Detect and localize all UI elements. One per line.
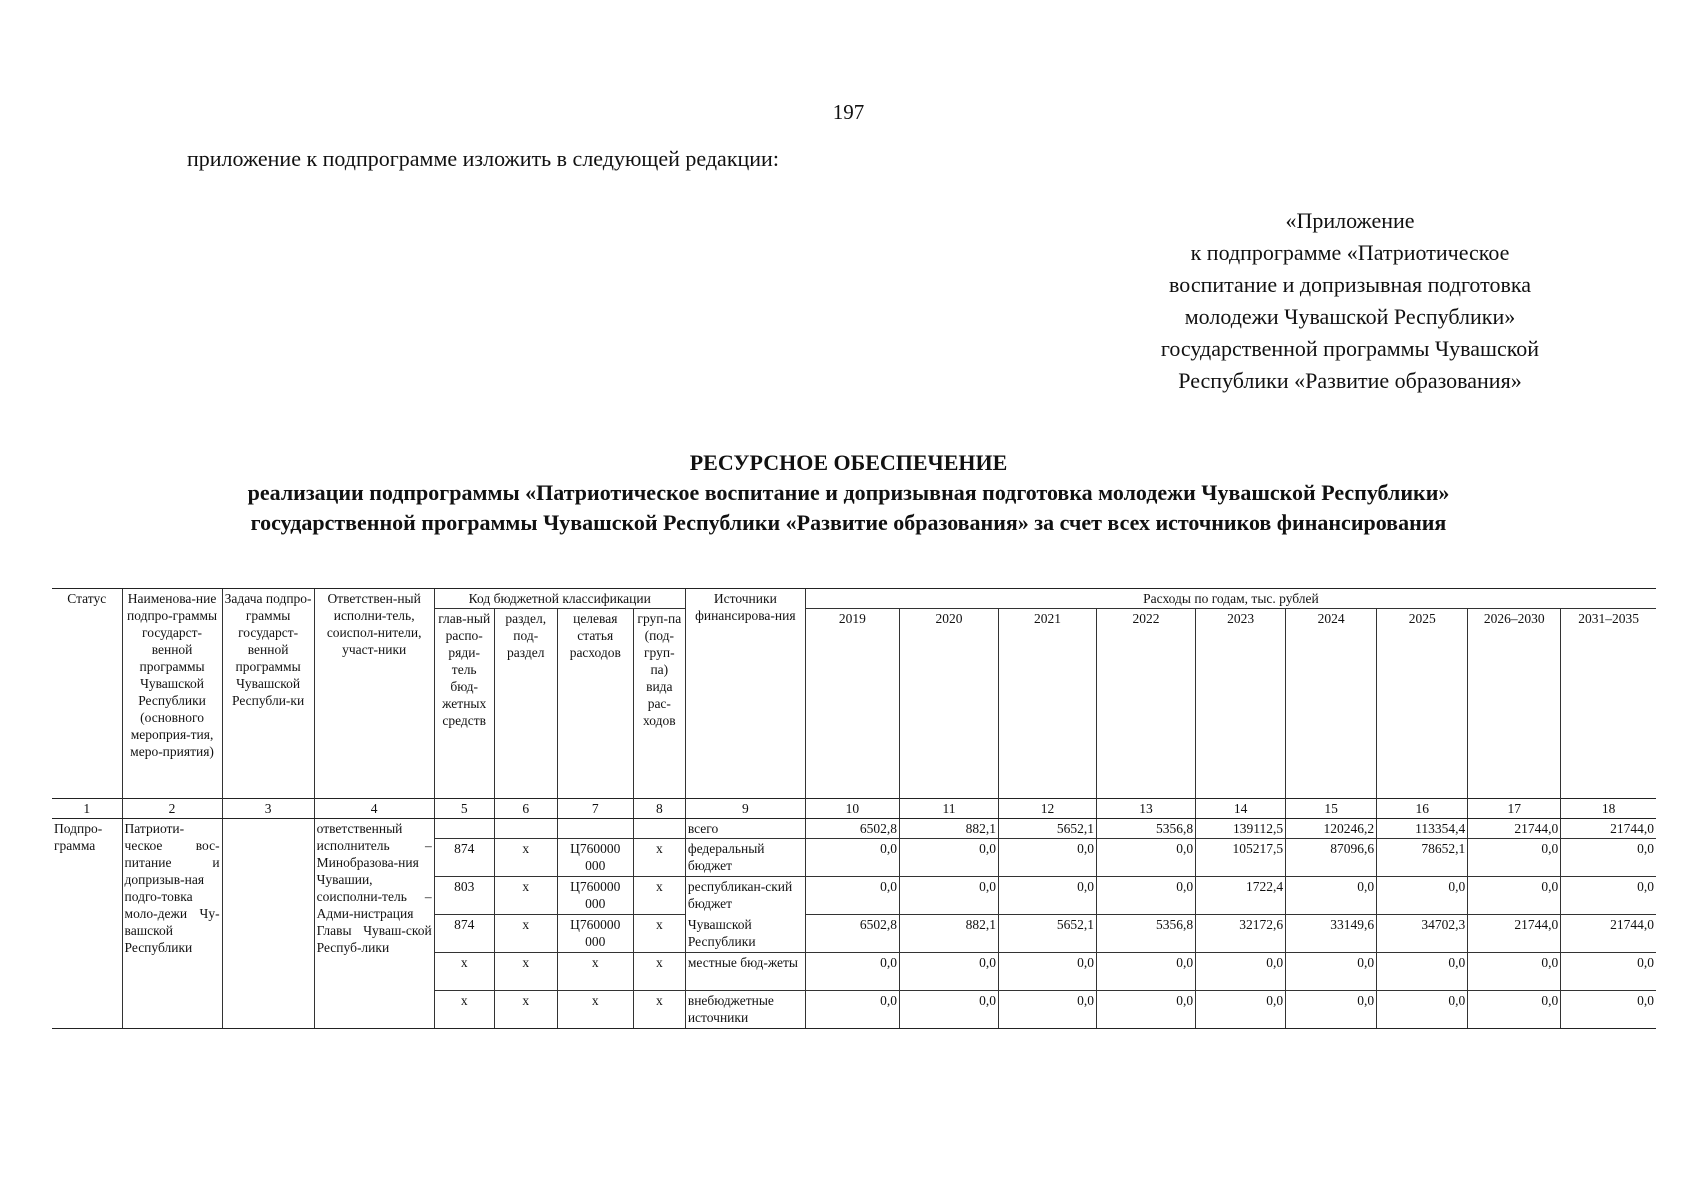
value-cell: 5356,8 <box>1097 819 1196 839</box>
value-cell: 0,0 <box>1097 839 1196 877</box>
appendix-line: Республики «Развитие образования» <box>1178 368 1522 393</box>
title-line: государственной программы Чувашской Республики «Развитие образования» за счет всех источников финансирования <box>250 510 1447 535</box>
source-cell: всего <box>685 819 805 839</box>
value-cell: 0,0 <box>1561 953 1656 991</box>
group-cell: x <box>633 991 685 1029</box>
value-cell: 0,0 <box>1468 991 1561 1029</box>
value-cell: 21744,0 <box>1468 819 1561 839</box>
value-cell: 0,0 <box>1286 877 1377 915</box>
column-number: 16 <box>1377 799 1468 819</box>
source-cell: федеральный бюджет <box>685 839 805 877</box>
header-expenses: Расходы по годам, тыс. рублей <box>805 589 1656 609</box>
value-cell: 139112,5 <box>1196 819 1286 839</box>
value-cell: 0,0 <box>998 839 1096 877</box>
title-main: РЕСУРСНОЕ ОБЕСПЕЧЕНИЕ <box>689 450 1008 475</box>
group-cell <box>633 819 685 839</box>
target-item-cell: Ц760000 000 <box>557 839 633 877</box>
appendix-line: воспитание и допризывная подготовка <box>1169 272 1531 297</box>
main-manager-cell: x <box>434 991 494 1029</box>
value-cell: 0,0 <box>1561 991 1656 1029</box>
value-cell: 0,0 <box>1097 991 1196 1029</box>
value-cell: 0,0 <box>998 877 1096 915</box>
group-cell: x <box>633 877 685 915</box>
header-task: Задача подпро-граммы государст-венной программы Чувашской Республи-ки <box>222 589 314 799</box>
header-status: Статус <box>52 589 122 799</box>
appendix-line: «Приложение <box>1285 208 1415 233</box>
header-executor: Ответствен-ный исполни-тель, соиспол-нители, участ-ники <box>314 589 434 799</box>
value-cell: 6502,8 <box>805 915 899 953</box>
value-cell: 21744,0 <box>1561 915 1656 953</box>
value-cell: 6502,8 <box>805 819 899 839</box>
value-cell: 32172,6 <box>1196 915 1286 953</box>
header-year: 2031–2035 <box>1561 609 1656 799</box>
group-cell: x <box>633 953 685 991</box>
main-manager-cell <box>434 819 494 839</box>
column-number: 18 <box>1561 799 1656 819</box>
column-number: 1 <box>52 799 122 819</box>
header-year: 2023 <box>1196 609 1286 799</box>
value-cell: 105217,5 <box>1196 839 1286 877</box>
value-cell: 0,0 <box>1286 953 1377 991</box>
column-number: 17 <box>1468 799 1561 819</box>
header-main-manager: глав-ный распо-ряди-тель бюд-жетных средств <box>434 609 494 799</box>
value-cell: 0,0 <box>1561 839 1656 877</box>
document-title <box>0 448 1697 538</box>
value-cell: 1722,4 <box>1196 877 1286 915</box>
status-cell: Подпро-грамма <box>52 819 122 1029</box>
section-cell: x <box>494 839 557 877</box>
value-cell: 0,0 <box>1377 953 1468 991</box>
main-manager-cell: 874 <box>434 915 494 953</box>
value-cell: 0,0 <box>998 991 1096 1029</box>
value-cell: 0,0 <box>805 953 899 991</box>
title-line: реализации подпрограммы «Патриотическое воспитание и допризывная подготовка молодежи Чувашской Республики» <box>247 480 1450 505</box>
value-cell: 87096,6 <box>1286 839 1377 877</box>
program-name-cell: Патриоти-ческое вос-питание и допризыв-ная подго-товка моло-дежи Чу-вашской Республики <box>122 819 222 1029</box>
executor-cell: ответственный исполнитель – Минобразова-ния Чувашии, соисполни-тель – Адми-нистрация Главы Чуваш-ской Респуб-лики <box>314 819 434 1029</box>
main-manager-cell: 803 <box>434 877 494 915</box>
column-number: 14 <box>1196 799 1286 819</box>
value-cell: 0,0 <box>1286 991 1377 1029</box>
header-year: 2026–2030 <box>1468 609 1561 799</box>
value-cell: 78652,1 <box>1377 839 1468 877</box>
column-number: 8 <box>633 799 685 819</box>
header-year: 2021 <box>998 609 1096 799</box>
target-item-cell: x <box>557 953 633 991</box>
header-name: Наименова-ние подпро-граммы государст-венной программы Чувашской Республики (основного мероприя-тия, меро-приятия) <box>122 589 222 799</box>
column-number: 12 <box>998 799 1096 819</box>
value-cell: 882,1 <box>899 915 998 953</box>
value-cell: 0,0 <box>1196 953 1286 991</box>
section-cell <box>494 819 557 839</box>
column-number: 10 <box>805 799 899 819</box>
group-cell: x <box>633 915 685 953</box>
value-cell: 0,0 <box>899 991 998 1029</box>
value-cell: 0,0 <box>1377 991 1468 1029</box>
section-cell: x <box>494 953 557 991</box>
value-cell: 0,0 <box>899 839 998 877</box>
value-cell: 0,0 <box>998 953 1096 991</box>
header-budget-code: Код бюджетной классификации <box>434 589 685 609</box>
column-number: 9 <box>685 799 805 819</box>
value-cell: 5356,8 <box>1097 915 1196 953</box>
column-numbers-row <box>52 799 1656 819</box>
task-cell <box>222 819 314 1029</box>
column-number: 6 <box>494 799 557 819</box>
column-number: 2 <box>122 799 222 819</box>
group-cell: x <box>633 839 685 877</box>
source-cell: республикан-ский бюджет <box>685 877 805 915</box>
appendix-block <box>1110 205 1590 397</box>
column-number: 5 <box>434 799 494 819</box>
value-cell: 113354,4 <box>1377 819 1468 839</box>
header-year: 2022 <box>1097 609 1196 799</box>
target-item-cell: Ц760000 000 <box>557 915 633 953</box>
value-cell: 882,1 <box>899 819 998 839</box>
header-year: 2019 <box>805 609 899 799</box>
header-sources: Источники финансирова-ния <box>685 589 805 799</box>
table-row <box>52 819 1656 839</box>
value-cell: 0,0 <box>1097 877 1196 915</box>
value-cell: 0,0 <box>1196 991 1286 1029</box>
target-item-cell <box>557 819 633 839</box>
value-cell: 33149,6 <box>1286 915 1377 953</box>
value-cell: 120246,2 <box>1286 819 1377 839</box>
header-year: 2025 <box>1377 609 1468 799</box>
column-number: 7 <box>557 799 633 819</box>
value-cell: 0,0 <box>899 953 998 991</box>
section-cell: x <box>494 915 557 953</box>
source-cell: Чувашской Республики <box>685 915 805 953</box>
header-year: 2024 <box>1286 609 1377 799</box>
column-number: 11 <box>899 799 998 819</box>
value-cell: 0,0 <box>805 991 899 1029</box>
page-number: 197 <box>832 100 865 124</box>
value-cell: 0,0 <box>1561 877 1656 915</box>
value-cell: 34702,3 <box>1377 915 1468 953</box>
value-cell: 0,0 <box>805 877 899 915</box>
value-cell: 0,0 <box>899 877 998 915</box>
value-cell: 21744,0 <box>1468 915 1561 953</box>
value-cell: 0,0 <box>1468 839 1561 877</box>
value-cell: 0,0 <box>1097 953 1196 991</box>
appendix-line: государственной программы Чувашской <box>1160 336 1540 361</box>
source-cell: местные бюд-жеты <box>685 953 805 991</box>
header-group: груп-па (под-груп-па) вида рас-ходов <box>633 609 685 799</box>
intro-text: приложение к подпрограмме изложить в следующей редакции: <box>187 146 779 171</box>
value-cell: 0,0 <box>805 839 899 877</box>
value-cell: 5652,1 <box>998 819 1096 839</box>
header-target-item: целевая статья расходов <box>557 609 633 799</box>
value-cell: 5652,1 <box>998 915 1096 953</box>
main-manager-cell: x <box>434 953 494 991</box>
value-cell: 0,0 <box>1377 877 1468 915</box>
appendix-line: к подпрограмме «Патриотическое <box>1190 240 1510 265</box>
value-cell: 0,0 <box>1468 953 1561 991</box>
value-cell: 21744,0 <box>1561 819 1656 839</box>
value-cell: 0,0 <box>1468 877 1561 915</box>
appendix-line: молодежи Чувашской Республики» <box>1184 304 1516 329</box>
source-cell: внебюджетные источники <box>685 991 805 1029</box>
header-section: раздел, под-раздел <box>494 609 557 799</box>
resource-table <box>52 588 1656 1029</box>
target-item-cell: Ц760000 000 <box>557 877 633 915</box>
target-item-cell: x <box>557 991 633 1029</box>
section-cell: x <box>494 991 557 1029</box>
header-year: 2020 <box>899 609 998 799</box>
section-cell: x <box>494 877 557 915</box>
column-number: 13 <box>1097 799 1196 819</box>
column-number: 15 <box>1286 799 1377 819</box>
column-number: 4 <box>314 799 434 819</box>
column-number: 3 <box>222 799 314 819</box>
main-manager-cell: 874 <box>434 839 494 877</box>
